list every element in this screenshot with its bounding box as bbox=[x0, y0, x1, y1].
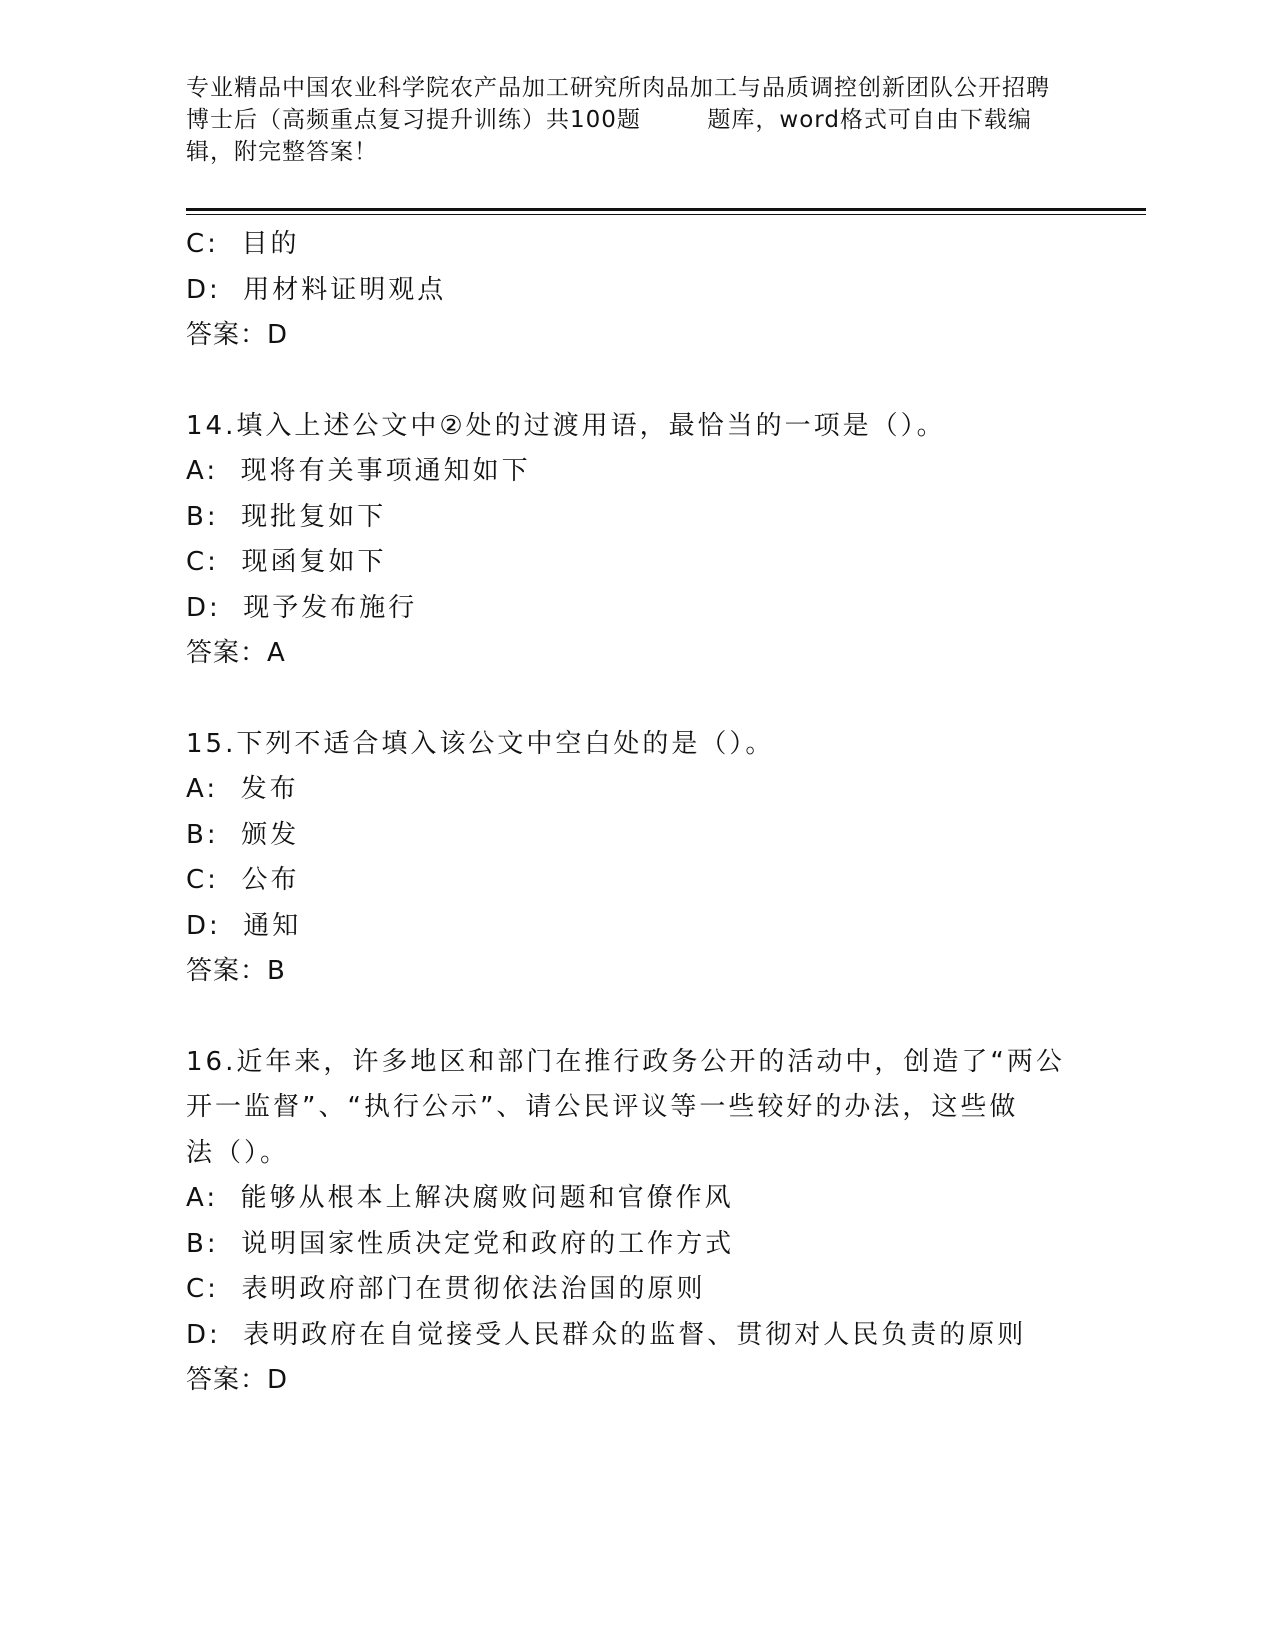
header-line: 专业精品中国农业科学院农产品加工研究所肉品加工与品质调控创新团队公开招聘 bbox=[186, 75, 1050, 101]
question-16 bbox=[186, 1040, 1106, 1404]
header-line: 博士后（高频重点复习提升训练）共100题 题库，word格式可自由下载编 bbox=[186, 107, 1032, 133]
question-stem-line: 开一监督”、“执行公示”、请公民评议等一些较好的办法，这些做 bbox=[186, 1092, 1019, 1122]
answer-line: 答案：D bbox=[186, 1365, 289, 1395]
question-stem-line: 法（）。 bbox=[186, 1137, 290, 1168]
header-rule-thick bbox=[186, 208, 1146, 211]
spacer bbox=[186, 995, 1106, 1040]
option-b: B: 颁发 bbox=[186, 819, 300, 850]
header-line: 辑，附完整答案！ bbox=[186, 139, 378, 165]
option-c: C: 目的 bbox=[186, 229, 300, 259]
option-c: C: 公布 bbox=[186, 865, 300, 895]
option-d: D: 表明政府在自觉接受人民群众的监督、贯彻对人民负责的原则 bbox=[186, 1319, 1027, 1350]
question-stem-line: 16.近年来，许多地区和部门在推行政务公开的活动中，创造了“两公 bbox=[186, 1046, 1065, 1077]
question-stem: 15.下列不适合填入该公文中空白处的是（）。 bbox=[186, 728, 775, 759]
option-a: A: 发布 bbox=[186, 774, 299, 804]
spacer bbox=[186, 359, 1106, 404]
document-header bbox=[186, 72, 1086, 168]
continued-question bbox=[186, 222, 1106, 359]
answer-line: 答案：D bbox=[186, 320, 289, 350]
question-list bbox=[186, 222, 1106, 1404]
option-b: B: 说明国家性质决定党和政府的工作方式 bbox=[186, 1228, 735, 1259]
option-b: B: 现批复如下 bbox=[186, 501, 387, 532]
answer-line: 答案：A bbox=[186, 638, 286, 668]
option-d: D: 用材料证明观点 bbox=[186, 274, 447, 305]
answer-line: 答案：B bbox=[186, 956, 286, 986]
option-d: D: 通知 bbox=[186, 910, 302, 941]
option-a: A: 现将有关事项通知如下 bbox=[186, 456, 531, 486]
option-a: A: 能够从根本上解决腐败问题和官僚作风 bbox=[186, 1183, 734, 1213]
header-rule-thin bbox=[186, 214, 1146, 215]
question-stem: 14.填入上述公文中②处的过渡用语，最恰当的一项是（）。 bbox=[186, 410, 946, 441]
question-15 bbox=[186, 722, 1106, 995]
option-c: C: 表明政府部门在贯彻依法治国的原则 bbox=[186, 1274, 706, 1304]
option-d: D: 现予发布施行 bbox=[186, 592, 418, 623]
spacer bbox=[186, 677, 1106, 722]
option-c: C: 现函复如下 bbox=[186, 547, 387, 577]
question-14 bbox=[186, 404, 1106, 677]
